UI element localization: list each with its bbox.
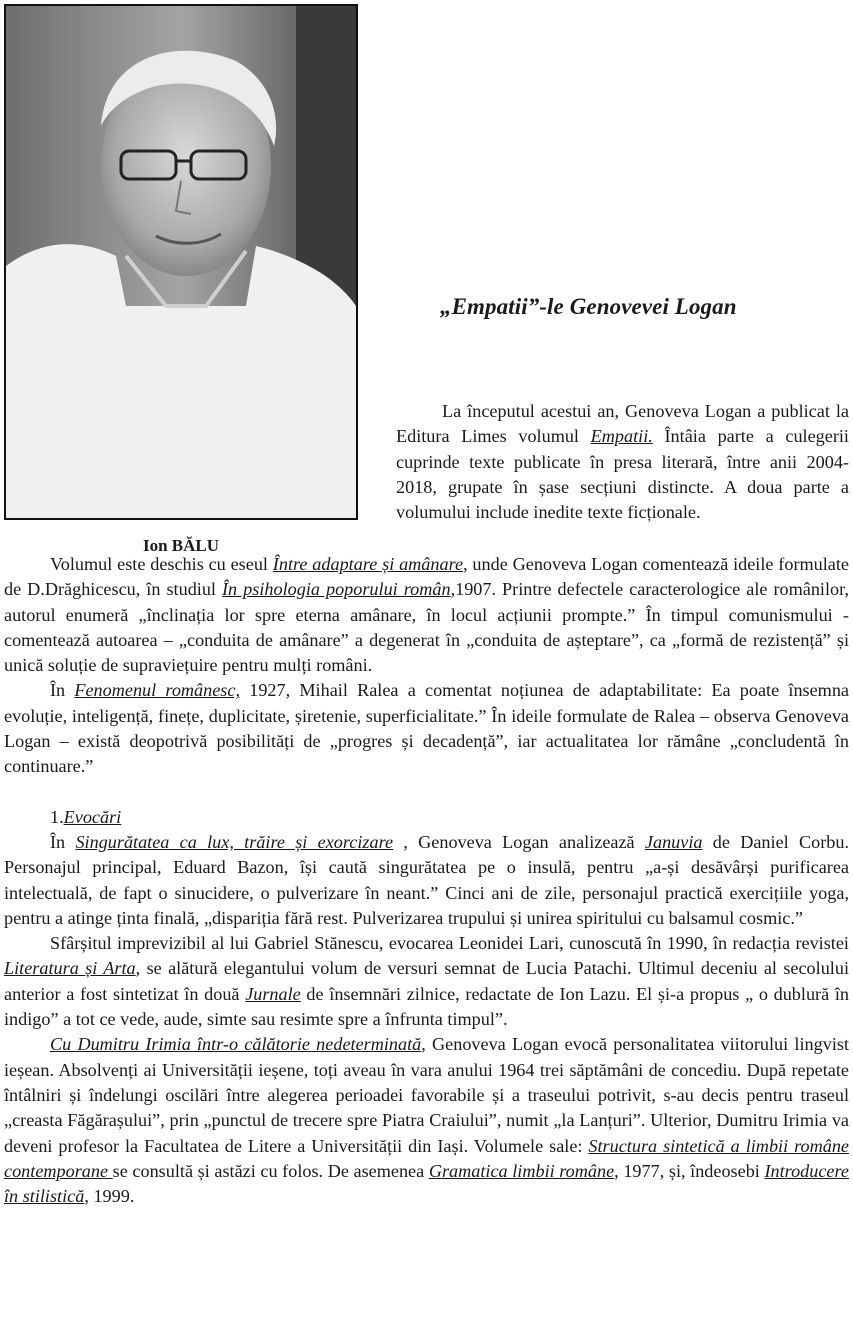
book-title: Jurnale — [245, 983, 301, 1004]
section-number: 1. — [50, 806, 64, 827]
intro-paragraph — [396, 399, 849, 525]
text: ,1907. Printre defectele caracterologice ale românilor, autorul enumeră „înclinația lor spre eterna amânare, în locul acțiunii prompte.” În timpul comunismului - comentează autoarea – „conduita de amânare” a degenerat în „conduita de așteptare”, ca „formă de rezistență” și unică soluție de supraviețuire pentru mulți români. — [4, 579, 850, 676]
paragraph — [4, 931, 849, 1032]
book-title: Januvia — [644, 831, 703, 852]
text: La începutul acestui an, Genoveva Logan a publicat la Editura Limes volumul — [396, 401, 849, 447]
book-title: Gramatica limbii române — [428, 1160, 615, 1181]
paragraph — [396, 399, 849, 525]
paragraph — [4, 830, 849, 931]
book-title: Structura sintetică a limbii române contemporane — [4, 1135, 849, 1181]
text: , unde Genoveva Logan comentează ideile formulate de D.Drăghicescu, în studiul — [4, 554, 850, 600]
spacer — [4, 780, 849, 805]
paragraph — [4, 1032, 849, 1209]
text: 1927, Mihail Ralea a comentat noțiunea de adaptabilitate: Ea poate însemna evoluție, inteligență, finețe, duplicitate, șiretenie, superficialitate.” În ideile formulate de Ralea – observa Genoveva Logan – există deopotrivă posibilități de „progres și decadență”, iar actualitatea lor rămâne „concludentă în continuare.” — [4, 680, 849, 777]
essay-title: Cu Dumitru Irimia într-o călătorie nedeterminată — [50, 1034, 422, 1055]
article-body — [4, 552, 849, 1209]
essay-title: Între adaptare și amânare — [272, 554, 464, 574]
book-title: În psihologia poporului român — [222, 579, 451, 600]
text: , 1999. — [84, 1186, 135, 1207]
text: , Genoveva Logan analizează — [393, 831, 645, 852]
text: Întâia parte a culegerii cuprinde texte publicate în presa literară, între anii 2004-2018, grupate în șase secțiuni distincte. A doua parte a volumului include inedite texte ficționale. — [396, 426, 849, 523]
portrait-image — [6, 6, 356, 518]
book-title: Empatii. — [590, 426, 653, 447]
text: Sfârșitul imprevizibil al lui Gabriel Stănescu, evocarea Leonidei Lari, cunoscută în 1990, în redacția revistei — [50, 933, 849, 954]
author-photo — [4, 4, 358, 520]
text: , 1977, și, îndeosebi — [614, 1160, 765, 1181]
text: de însemnări zilnice, redactate de Ion Lazu. El și-a propus „ o dublură în indigo” a tot ce vede, aude, simte sau resimte spre a înfrunta timpul”. — [4, 983, 849, 1030]
text: În — [50, 831, 76, 852]
text: În — [50, 680, 75, 701]
essay-title: Singurătatea ca lux, trăire și exorcizare — [75, 831, 394, 852]
book-title: Introducere în stilistică — [4, 1160, 849, 1207]
paragraph — [4, 678, 849, 779]
text: , Genoveva Logan evocă personalitatea viitorului lingvist ieșean. Absolvenți ai Universității ieșene, toți aveau în vara anului 1964 trei săptămâni de concediu. După repetate întâlniri și îndelungi oscilări între alegerea perioadei favorabile și a traseului potrivit, s-au decis pentru traseul „creasta Făgărașului”, prin „punctul de trecere spre Piatra Craiului”, numit „la Lanțuri”. Ulterior, Dumitru Irimia va deveni profesor la Facultatea de Litere a Universității din Iași. Volumele sale: — [4, 1034, 849, 1156]
text: de Daniel Corbu. Personajul principal, Eduard Bazon, își caută singurătatea pe o insulă, pentru „a-și desăvârși purificarea intelectuală, de fapt o sinucidere, o pulverizare în neant.” Cinci ani de zile, personajul practică exercițiile yoga, pentru a atinge ținta finală, „dispariția fără rest. Pulverizarea trupului și unirea spiritului cu balsamul cosmic.” — [4, 831, 849, 928]
text: , se alătură elegantului volum de versuri semnat de Lucia Patachi. Ultimul deceniu al secolului anterior a fost sintetizat în două — [4, 958, 850, 1004]
paragraph — [4, 552, 849, 678]
photo-caption: Ion BĂLU — [142, 536, 220, 555]
section-label: Evocări — [63, 806, 122, 827]
text: Volumul este deschis cu eseul — [50, 554, 273, 574]
article-title: „Empatii”-le Genovevei Logan — [440, 294, 737, 319]
text: se consultă și astăzi cu folos. De asemenea — [112, 1160, 429, 1181]
magazine-title: Literatura și Arta — [4, 958, 136, 979]
section-heading — [4, 805, 849, 830]
book-title: Fenomenul românesc, — [74, 680, 241, 701]
